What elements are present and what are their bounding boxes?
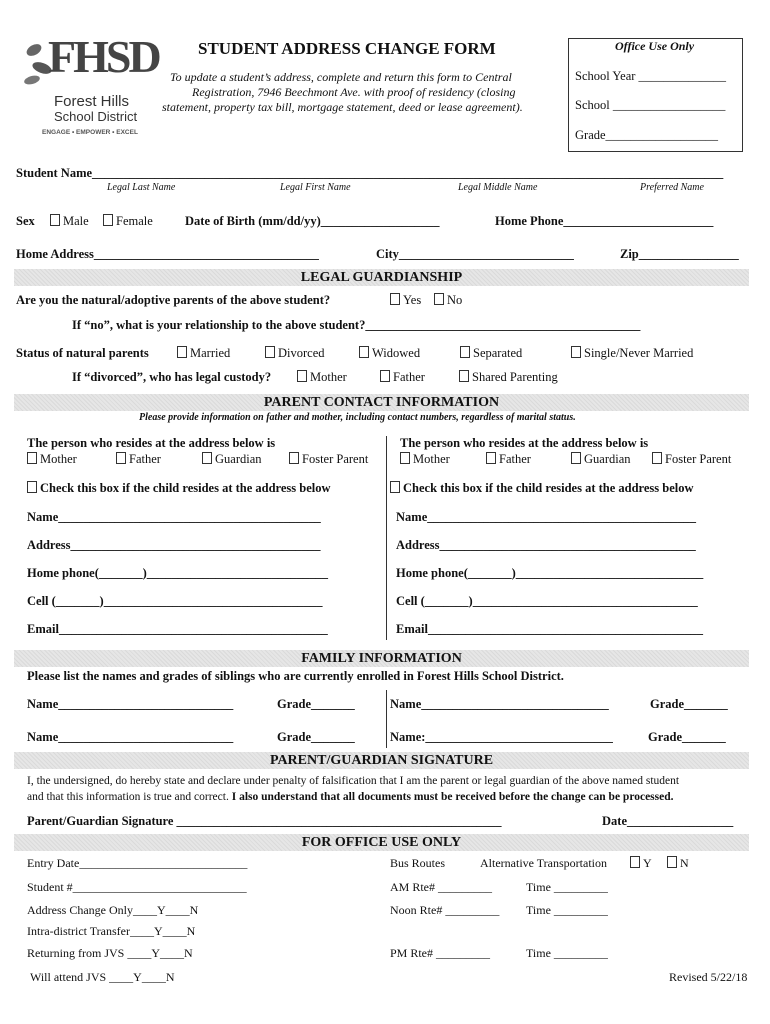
custody-question: If “divorced”, who has legal custody?	[72, 370, 272, 384]
declaration-line-1: I, the undersigned, do hereby state and declare under penalty of falsification that I am the parent or legal guardian of the above named student	[27, 775, 680, 787]
student-name-field[interactable]: Student Name_____________________________________________________________________________________________________	[16, 166, 724, 180]
widowed-checkbox[interactable]	[359, 346, 369, 358]
right-mother-checkbox[interactable]	[400, 452, 410, 464]
left-address-field[interactable]: Address________________________________________	[27, 538, 321, 552]
male-checkbox[interactable]	[50, 214, 60, 226]
instructions-line-1: To update a student’s address, complete and return this form to Central	[170, 70, 512, 84]
resides-right: The person who resides at the address below is	[400, 436, 649, 450]
right-guardian-option[interactable]: Guardian	[571, 452, 631, 467]
declaration-line-2	[27, 791, 674, 803]
left-father-option[interactable]: Father	[116, 452, 161, 467]
entry-date-field[interactable]: Entry Date____________________________	[27, 856, 248, 870]
left-mother-option[interactable]: Mother	[27, 452, 77, 467]
alt-yes-checkbox[interactable]	[630, 856, 640, 868]
sibling-grade-1[interactable]: Grade_______	[277, 697, 355, 711]
custody-mother-option[interactable]: Mother	[297, 370, 347, 385]
office-heading: FOR OFFICE USE ONLY	[14, 834, 749, 851]
guardianship-heading: LEGAL GUARDIANSHIP	[14, 269, 749, 286]
left-foster-option[interactable]: Foster Parent	[289, 452, 368, 467]
sibling-name-2[interactable]: Name____________________________	[27, 730, 234, 744]
bus-routes-label: Bus Routes	[390, 856, 446, 870]
shared-parenting-option[interactable]: Shared Parenting	[459, 370, 558, 385]
custody-father-checkbox[interactable]	[380, 370, 390, 382]
signature-date-field[interactable]: Date_________________	[602, 814, 734, 828]
logo-letters: FHSD	[48, 31, 159, 82]
right-name-field[interactable]: Name___________________________________________	[396, 510, 696, 524]
female-option[interactable]: Female	[103, 214, 153, 229]
family-instructions: Please list the names and grades of siblings who are currently enrolled in Forest Hills School District.	[27, 669, 564, 683]
declaration-2b: I also understand that all documents must be received before the change can be processed.	[231, 791, 674, 803]
left-mother-checkbox[interactable]	[27, 452, 37, 464]
city-field[interactable]: City____________________________	[376, 247, 574, 261]
left-resides-check[interactable]: Check this box if the child resides at the address below	[27, 481, 331, 496]
left-cell-field[interactable]: Cell (_______)___________________________________	[27, 594, 323, 608]
noon-time-field[interactable]: Time _________	[526, 903, 608, 917]
zip-field[interactable]: Zip________________	[620, 247, 739, 261]
right-foster-checkbox[interactable]	[652, 452, 662, 464]
custody-mother-checkbox[interactable]	[297, 370, 307, 382]
left-name-field[interactable]: Name__________________________________________	[27, 510, 321, 524]
family-divider	[386, 690, 387, 748]
right-father-checkbox[interactable]	[486, 452, 496, 464]
right-home-phone-field[interactable]: Home phone(_______)______________________________	[396, 566, 704, 580]
returning-jvs-field[interactable]: Returning from JVS ____Y____N	[27, 946, 193, 960]
sibling-name-3[interactable]: Name______________________________	[390, 697, 609, 711]
family-heading: FAMILY INFORMATION	[14, 650, 749, 667]
divorced-option[interactable]: Divorced	[265, 346, 325, 361]
alt-transport-label: Alternative Transportation	[480, 856, 607, 870]
pm-time-field[interactable]: Time _________	[526, 946, 608, 960]
home-phone-field[interactable]: Home Phone________________________	[495, 214, 714, 228]
right-father-option[interactable]: Father	[486, 452, 531, 467]
declaration-2a: and that this information is true and correct.	[27, 791, 229, 803]
yes-checkbox[interactable]	[390, 293, 400, 305]
single-option[interactable]: Single/Never Married	[571, 346, 693, 361]
office-use-box	[568, 38, 743, 152]
widowed-option[interactable]: Widowed	[359, 346, 420, 361]
married-option[interactable]: Married	[177, 346, 230, 361]
school-field[interactable]: School __________________	[575, 98, 726, 112]
student-number-field[interactable]: Student #_____________________________	[27, 880, 247, 894]
pm-route-field[interactable]: PM Rte# _________	[390, 946, 491, 960]
sub-label-last: Legal Last Name	[107, 182, 176, 193]
separated-checkbox[interactable]	[460, 346, 470, 358]
left-father-checkbox[interactable]	[116, 452, 126, 464]
school-year-field[interactable]: School Year ______________	[575, 69, 727, 83]
sub-label-middle: Legal Middle Name	[458, 182, 538, 193]
instructions-line-2: Registration, 7946 Beechmont Ave. with proof of residency (closing	[192, 85, 516, 99]
right-address-field[interactable]: Address_________________________________________	[396, 538, 696, 552]
female-checkbox[interactable]	[103, 214, 113, 226]
male-option[interactable]: Male	[50, 214, 89, 229]
will-attend-jvs-field[interactable]: Will attend JVS ____Y____N	[30, 970, 175, 984]
separated-option[interactable]: Separated	[460, 346, 522, 361]
right-resides-checkbox[interactable]	[390, 481, 400, 493]
alt-no-checkbox[interactable]	[667, 856, 677, 868]
signature-field[interactable]: Parent/Guardian Signature ____________________________________________________	[27, 814, 502, 828]
custody-father-option[interactable]: Father	[380, 370, 425, 385]
address-change-field[interactable]: Address Change Only____Y____N	[27, 903, 199, 917]
right-cell-field[interactable]: Cell (_______)____________________________________	[396, 594, 698, 608]
sibling-grade-3[interactable]: Grade_______	[650, 697, 728, 711]
parent-contact-heading: PARENT CONTACT INFORMATION	[14, 394, 749, 411]
alt-transport-no[interactable]: N	[667, 856, 689, 871]
instructions-line-3: statement, property tax bill, mortgage statement, deed or lease agreement).	[162, 100, 523, 114]
office-use-title: Office Use Only	[615, 39, 695, 53]
intra-district-field[interactable]: Intra-district Transfer____Y____N	[27, 924, 196, 938]
logo-name-2: School District	[54, 109, 138, 124]
left-resides-checkbox[interactable]	[27, 481, 37, 493]
logo-name-1: Forest Hills	[54, 93, 130, 110]
married-checkbox[interactable]	[177, 346, 187, 358]
status-label: Status of natural parents	[16, 346, 149, 360]
right-guardian-checkbox[interactable]	[571, 452, 581, 464]
sibling-grade-2[interactable]: Grade_______	[277, 730, 355, 744]
form-title: STUDENT ADDRESS CHANGE FORM	[198, 39, 496, 58]
single-checkbox[interactable]	[571, 346, 581, 358]
dob-field[interactable]: Date of Birth (mm/dd/yy)___________________	[185, 214, 440, 228]
left-home-phone-field[interactable]: Home phone(_______)_____________________________	[27, 566, 329, 580]
column-divider	[386, 436, 387, 640]
left-foster-checkbox[interactable]	[289, 452, 299, 464]
sibling-name-4[interactable]: Name:______________________________	[390, 730, 613, 744]
no-option[interactable]: No	[434, 293, 462, 308]
right-mother-option[interactable]: Mother	[400, 452, 450, 467]
grade-field[interactable]: Grade__________________	[575, 128, 719, 142]
resides-left: The person who resides at the address below is	[27, 436, 276, 450]
logo-tagline: ENGAGE • EMPOWER • EXCEL	[42, 129, 138, 136]
left-guardian-option[interactable]: Guardian	[202, 452, 262, 467]
am-time-field[interactable]: Time _________	[526, 880, 608, 894]
alt-transport-yes[interactable]: Y	[630, 856, 652, 871]
district-logo	[22, 30, 159, 140]
noon-route-field[interactable]: Noon Rte# _________	[390, 903, 500, 917]
yes-option[interactable]: Yes	[390, 293, 421, 308]
home-address-field[interactable]: Home Address____________________________________	[16, 247, 319, 261]
natural-parents-question: Are you the natural/adoptive parents of the above student?	[16, 293, 331, 307]
left-guardian-checkbox[interactable]	[202, 452, 212, 464]
left-email-field[interactable]: Email___________________________________________	[27, 622, 328, 636]
divorced-checkbox[interactable]	[265, 346, 275, 358]
sub-label-first: Legal First Name	[280, 182, 351, 193]
parent-contact-note: Please provide information on father and mother, including contact numbers, regardless of marital status.	[139, 412, 576, 423]
right-foster-option[interactable]: Foster Parent	[652, 452, 731, 467]
right-resides-check[interactable]: Check this box if the child resides at the address below	[390, 481, 694, 496]
sub-label-preferred: Preferred Name	[640, 182, 704, 193]
relationship-field[interactable]: If “no”, what is your relationship to the above student?____________________________________________	[72, 318, 641, 332]
no-checkbox[interactable]	[434, 293, 444, 305]
sibling-grade-4[interactable]: Grade_______	[648, 730, 726, 744]
shared-parenting-checkbox[interactable]	[459, 370, 469, 382]
sex-label: Sex	[16, 214, 35, 228]
am-route-field[interactable]: AM Rte# _________	[390, 880, 492, 894]
sibling-name-1[interactable]: Name____________________________	[27, 697, 234, 711]
signature-heading: PARENT/GUARDIAN SIGNATURE	[14, 752, 749, 769]
right-email-field[interactable]: Email____________________________________________	[396, 622, 703, 636]
revised-date: Revised 5/22/18	[669, 970, 748, 984]
